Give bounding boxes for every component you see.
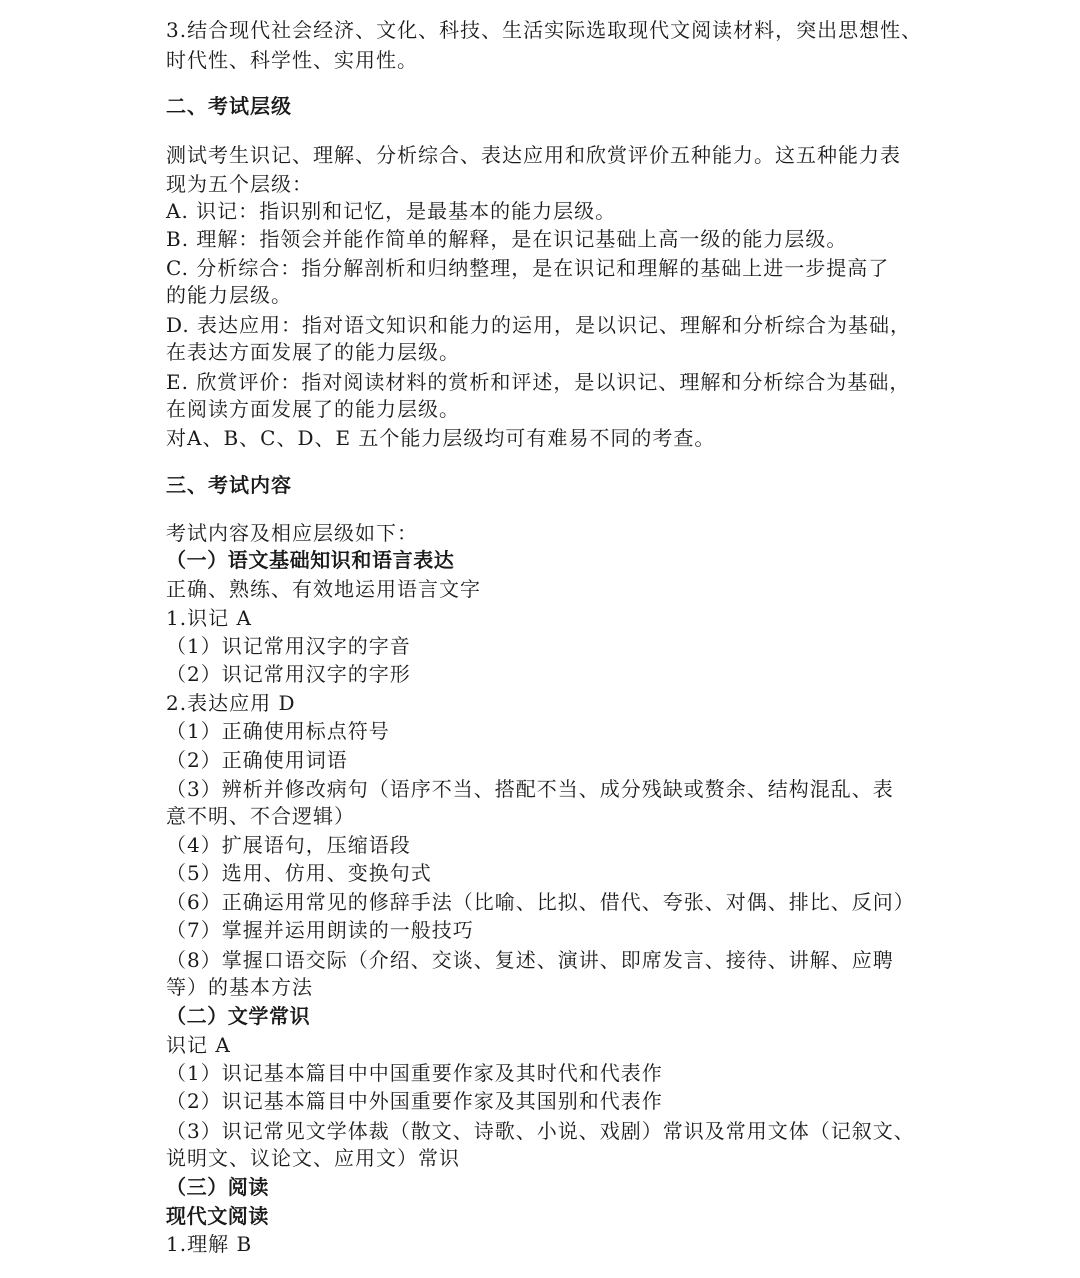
intro-item-3-line2: 时代性、科学性、实用性。 (166, 48, 418, 72)
group2-title: 2.表达应用 D (166, 691, 296, 715)
level-c-line1: C. 分析综合：指分解剖析和归纳整理，是在识记和理解的基础上进一步提高了 (166, 256, 890, 280)
group1-item-1: （1）识记常用汉字的字音 (166, 634, 411, 658)
intro-item-3-line1: 3.结合现代社会经济、文化、科技、生活实际选取现代文阅读材料，突出思想性、 (166, 18, 923, 42)
part2-item-1: （1）识记基本篇目中中国重要作家及其时代和代表作 (166, 1061, 663, 1085)
section3-heading: 三、考试内容 (166, 473, 292, 497)
part2-item-3-line1: （3）识记常见文学体裁（散文、诗歌、小说、戏剧）常识及常用文体（记叙文、 (166, 1119, 915, 1143)
level-b: B. 理解：指领会并能作简单的解释，是在识记基础上高一级的能力层级。 (166, 227, 848, 251)
group2-item-3-line2: 意不明、不合逻辑） (166, 804, 355, 828)
level-d-line2: 在表达方面发展了的能力层级。 (166, 340, 460, 364)
level-e-line2: 在阅读方面发展了的能力层级。 (166, 397, 460, 421)
section2-intro-line2: 现为五个层级： (166, 172, 313, 196)
part2-item-3-line2: 说明文、议论文、应用文）常识 (166, 1146, 460, 1170)
part1-title: （一）语文基础知识和语言表达 (166, 548, 455, 572)
section2-intro-line1: 测试考生识记、理解、分析综合、表达应用和欣赏评价五种能力。这五种能力表 (166, 143, 901, 167)
group2-item-4: （4）扩展语句，压缩语段 (166, 833, 411, 857)
section2-heading: 二、考试层级 (166, 94, 292, 118)
group2-item-6: （6）正确运用常见的修辞手法（比喻、比拟、借代、夸张、对偶、排比、反问） (166, 890, 915, 914)
group2-item-8-line1: （8）掌握口语交际（介绍、交谈、复述、演讲、即席发言、接待、讲解、应聘 (166, 948, 894, 972)
level-e-line1: E. 欣赏评价：指对阅读材料的赏析和评述，是以识记、理解和分析综合为基础， (166, 370, 911, 394)
level-d-line1: D. 表达应用：指对语文知识和能力的运用，是以识记、理解和分析综合为基础， (166, 313, 912, 337)
group2-item-5: （5）选用、仿用、变换句式 (166, 861, 432, 885)
group2-item-2: （2）正确使用词语 (166, 748, 348, 772)
part2-item-2: （2）识记基本篇目中外国重要作家及其国别和代表作 (166, 1089, 663, 1113)
part2-level: 识记 A (166, 1033, 231, 1057)
level-c-line2: 的能力层级。 (166, 283, 292, 307)
part2-title: （二）文学常识 (166, 1004, 311, 1028)
group1-title: 1.识记 A (166, 606, 252, 630)
section2-closing: 对A、B、C、D、E 五个能力层级均可有难易不同的考查。 (166, 426, 716, 450)
group2-item-7: （7）掌握并运用朗读的一般技巧 (166, 918, 474, 942)
group1-item-2: （2）识记常用汉字的字形 (166, 662, 411, 686)
group2-item-8-line2: 等）的基本方法 (166, 975, 313, 999)
group2-item-3-line1: （3）辨析并修改病句（语序不当、搭配不当、成分残缺或赘余、结构混乱、表 (166, 777, 894, 801)
group2-item-1: （1）正确使用标点符号 (166, 719, 390, 743)
part3-first-item: 1.理解 B (166, 1232, 253, 1256)
part3-subtitle: 现代文阅读 (166, 1204, 269, 1228)
level-a: A. 识记：指识别和记忆，是最基本的能力层级。 (166, 199, 617, 223)
section3-intro: 考试内容及相应层级如下： (166, 521, 418, 545)
part3-title: （三）阅读 (166, 1175, 269, 1199)
part1-subtitle: 正确、熟练、有效地运用语言文字 (166, 577, 481, 601)
